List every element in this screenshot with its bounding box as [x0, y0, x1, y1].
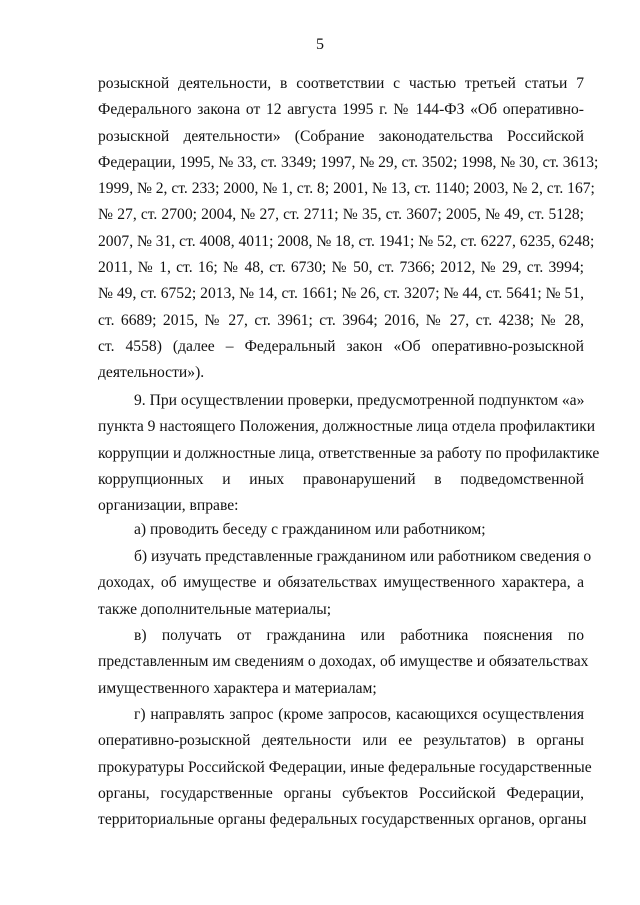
text-line: розыскной деятельности» (Собрание законодательства Российской — [98, 127, 584, 145]
text-line: 2007, № 31, ст. 4008, 4011; 2008, № 18, ст. 1941; № 52, ст. 6227, 6235, 6248; — [98, 232, 595, 250]
text-line: а) проводить беседу с гражданином или работником; — [134, 521, 486, 538]
text-line: розыскной деятельности, в соответствии с частью третьей статьи 7 — [98, 75, 584, 92]
text-line: ст. 6689; 2015, № 27, ст. 3961; ст. 3964; 2016, № 27, ст. 4238; № 28, — [98, 311, 584, 329]
text-line: пункта 9 настоящего Положения, должностные лица отдела профилактики — [98, 418, 596, 436]
paragraph-subitem-g — [98, 702, 592, 833]
text-line: 2011, № 1, ст. 16; № 48, ст. 6730; № 50, ст. 7366; 2012, № 29, ст. 3994; — [98, 259, 584, 277]
text-line: прокуратуры Российской Федерации, иные федеральные государственные — [98, 758, 592, 776]
text-line: 1999, № 2, ст. 233; 2000, № 1, ст. 8; 2001, № 13, ст. 1140; 2003, № 2, ст. 167; — [98, 180, 595, 198]
text-line: деятельности»). — [98, 364, 205, 382]
text-line: № 27, ст. 2700; 2004, № 27, ст. 2711; № 35, ст. 3607; 2005, № 49, ст. 5128; — [98, 206, 584, 224]
page-number: 5 — [316, 36, 324, 53]
text-line: органы, государственные органы субъектов Российской Федерации, — [98, 784, 584, 802]
text-line: ст. 4558) (далее – Федеральный закон «Об оперативно-розыскной — [98, 337, 584, 355]
text-line: Федерации, 1995, № 33, ст. 3349; 1997, № 29, ст. 3502; 1998, № 30, ст. 3613; — [98, 153, 599, 171]
paragraph-continuation — [98, 71, 599, 387]
paragraph-item-9 — [98, 388, 600, 519]
text-line: представленным им сведениям о доходах, об имуществе и обязательствах — [98, 653, 589, 671]
text-line: территориальные органы федеральных государственных органов, органы — [98, 811, 587, 829]
text-line: № 49, ст. 6752; 2013, № 14, ст. 1661; № 26, ст. 3207; № 44, ст. 5641; № 51, — [98, 285, 584, 303]
text-line: доходах, об имуществе и обязательствах имущественного характера, а — [98, 574, 584, 592]
text-line: коррупции и должностные лица, ответственные за работу по профилактике — [98, 444, 600, 462]
paragraph-subitem-v — [98, 623, 589, 702]
text-line: 9. При осуществлении проверки, предусмотренной подпунктом «а» — [134, 392, 585, 409]
text-line: в) получать от гражданина или работника пояснения по — [134, 627, 584, 644]
text-line: организации, вправе: — [98, 497, 239, 515]
text-line: также дополнительные материалы; — [98, 600, 332, 618]
paragraph-subitem-a — [98, 517, 584, 543]
text-line: коррупционных и иных правонарушений в подведомственной — [98, 470, 584, 488]
paragraph-subitem-b — [98, 544, 592, 623]
text-line: имущественного характера и материалам; — [98, 679, 377, 697]
text-line: б) изучать представленные гражданином или работником сведения о — [134, 548, 592, 565]
text-line: оперативно-розыскной деятельности или ее результатов) в органы — [98, 732, 584, 750]
text-line: Федерального закона от 12 августа 1995 г. № 144-ФЗ «Об оперативно- — [98, 101, 584, 119]
text-line: г) направлять запрос (кроме запросов, касающихся осуществления — [134, 706, 584, 723]
